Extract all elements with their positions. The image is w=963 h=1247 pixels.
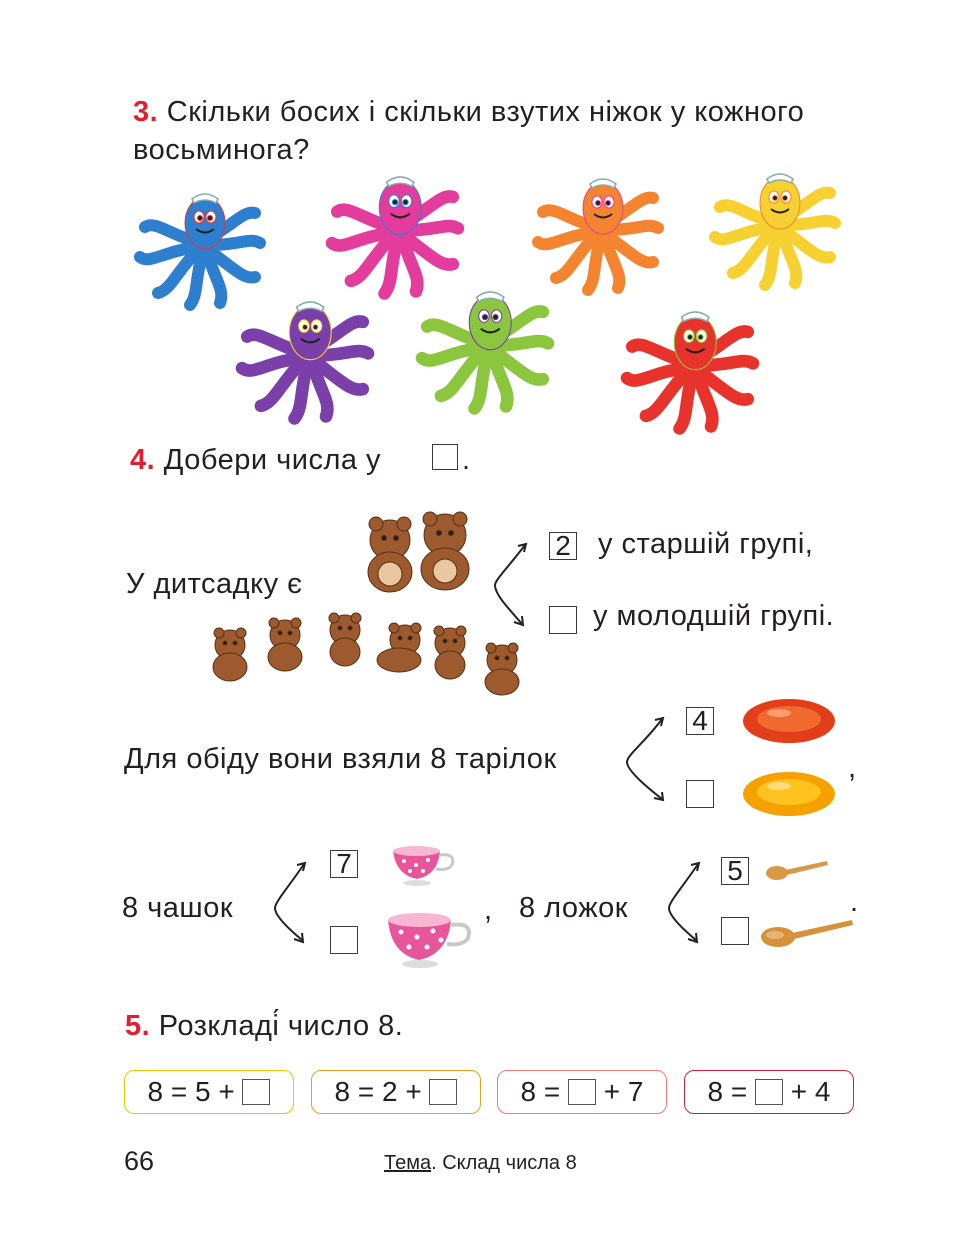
task5-number: 5. xyxy=(125,1010,151,1042)
equation-4-answer-box[interactable] xyxy=(755,1079,783,1105)
page-topic-text: . Склад числа 8 xyxy=(431,1152,577,1174)
octopus-blue xyxy=(332,177,458,294)
task4-number: 4. xyxy=(130,444,156,476)
equation-2 xyxy=(311,1070,481,1114)
cups-fork-arrows xyxy=(270,860,330,950)
spoons-first-value-box: 5 xyxy=(721,857,749,885)
equation-3 xyxy=(497,1070,667,1114)
cups-lead: 8 чашок xyxy=(122,892,234,924)
cups-comma: , xyxy=(484,894,493,926)
spoons-lead: 8 ложок xyxy=(519,892,628,924)
task5-heading xyxy=(125,1010,403,1043)
task3-number: 3. xyxy=(133,96,159,128)
equation-1 xyxy=(124,1070,294,1114)
equation-4 xyxy=(684,1070,854,1114)
octopus-illustrations xyxy=(0,150,963,470)
equation-4-right: + 4 xyxy=(790,1076,831,1107)
equation-3-right: + 7 xyxy=(603,1076,644,1107)
spoons-period: . xyxy=(850,886,859,918)
plate-yellow-icon xyxy=(744,770,844,820)
octopus-orange xyxy=(715,174,835,285)
equation-2-answer-box[interactable] xyxy=(429,1079,457,1105)
plates-lead: Для обіду вони взяли 8 тарілок xyxy=(124,743,557,775)
octopus-green xyxy=(627,312,753,429)
task4-title-answer-box-sample xyxy=(432,444,458,470)
spoons-second-answer-box[interactable] xyxy=(721,917,749,945)
spoons-fork-arrows xyxy=(664,860,724,950)
plates-fork-arrows xyxy=(622,715,682,805)
cups-first-value-box: 7 xyxy=(330,850,358,878)
plates-second-answer-box[interactable] xyxy=(686,780,714,808)
task3-question-line1: Скільки босих і скільки взутих ніжок у кожного xyxy=(166,96,805,128)
bear-cubs-illustration xyxy=(200,495,540,695)
younger-group-label: у молодшій групі. xyxy=(593,600,835,632)
spoon-large-icon xyxy=(760,912,855,952)
equation-3-answer-box[interactable] xyxy=(568,1079,596,1105)
equation-4-left: 8 = xyxy=(707,1076,748,1107)
task3-question-line2: восьминога? xyxy=(133,134,310,166)
teacup-small-icon xyxy=(390,843,470,888)
equation-3-left: 8 = xyxy=(520,1076,561,1107)
plates-first-value-box: 4 xyxy=(686,707,714,735)
equation-2-left: 8 = 2 + xyxy=(334,1076,422,1107)
page-number: 66 xyxy=(124,1146,155,1176)
task5-title: Розкладі́ число 8. xyxy=(158,1010,404,1042)
octopus-red xyxy=(140,194,260,305)
task4-title: Добери числа у xyxy=(163,444,382,476)
equation-1-left: 8 = 5 + xyxy=(147,1076,235,1107)
kindergarten-lead: У дитсадку є xyxy=(126,568,303,600)
octopus-purple xyxy=(422,292,548,409)
octopus-yellow xyxy=(242,302,368,419)
octopus-pink xyxy=(538,179,658,290)
cups-second-answer-box[interactable] xyxy=(330,926,358,954)
plates-comma: , xyxy=(848,752,857,784)
page-topic xyxy=(384,1152,577,1175)
task3-heading xyxy=(133,96,804,129)
task4-title-period: . xyxy=(462,444,471,476)
older-group-value-box: 2 xyxy=(549,532,577,560)
teacup-large-icon xyxy=(385,910,480,970)
spoon-small-icon xyxy=(765,855,835,885)
kindergarten-fork-arrows xyxy=(490,540,550,630)
equation-1-answer-box[interactable] xyxy=(242,1079,270,1105)
page-topic-label: Тема xyxy=(384,1152,432,1174)
plate-red-icon xyxy=(744,697,844,747)
task4-heading xyxy=(130,444,381,477)
older-group-label: у старшій групі, xyxy=(598,528,814,560)
younger-group-answer-box[interactable] xyxy=(549,606,577,634)
